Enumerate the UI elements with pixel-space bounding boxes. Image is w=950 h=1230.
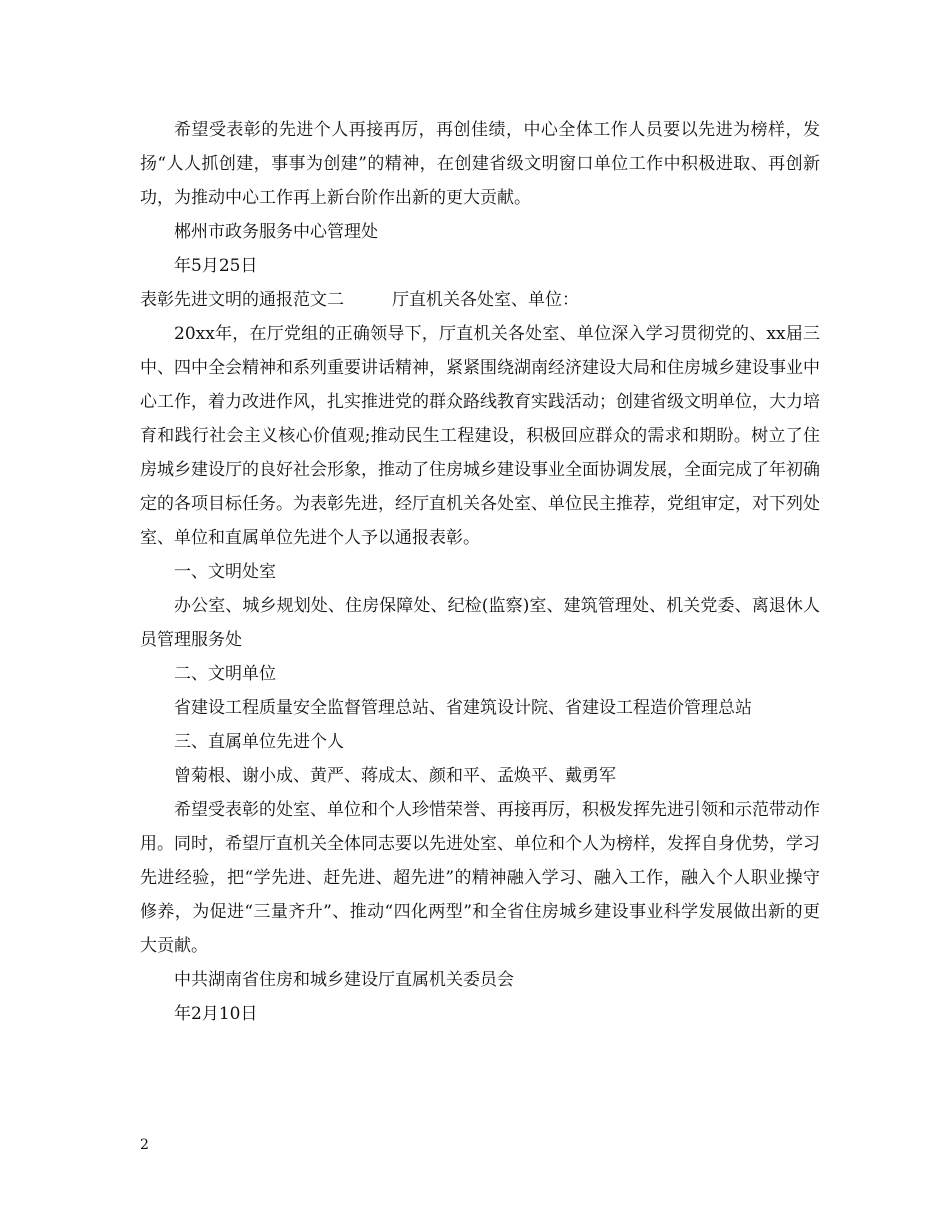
list-heading-units: 二、文明单位 bbox=[174, 664, 276, 684]
signature-date: 年5月25日 bbox=[174, 256, 258, 276]
list-units: 省建设工程质量安全监督管理总站、省建筑设计院、省建设工程造价管理总站 bbox=[174, 698, 752, 718]
signature-org-2: 中共湖南省住房和城乡建设厅直属机关委员会 bbox=[174, 970, 514, 990]
document-body bbox=[140, 113, 820, 1031]
list-heading-offices: 一、文明处室 bbox=[174, 562, 276, 582]
list-offices: 办公室、城乡规划处、住房保障处、纪检(监察)室、建筑管理处、机关党委、离退休人员管理服务处 bbox=[140, 596, 820, 650]
list-individuals: 曾菊根、谢小成、黄严、蒋成太、颜和平、孟焕平、戴勇军 bbox=[174, 766, 616, 786]
salutation: 厅直机关各处室、单位： bbox=[392, 290, 579, 310]
page-number: 2 bbox=[140, 1137, 149, 1153]
signature-date-2: 年2月10日 bbox=[174, 1004, 258, 1024]
list-heading-individuals: 三、直属单位先进个人 bbox=[174, 732, 344, 752]
signature-org: 郴州市政务服务中心管理处 bbox=[174, 222, 378, 242]
paragraph-closing-hope: 希望受表彰的先进个人再接再厉，再创佳绩，中心全体工作人员要以先进为榜样，发扬“人人抓创建，事事为创建”的精神，在创建省级文明窗口单位工作中积极进取、再创新功，为推动中心工作再上新台阶作出新的更大贡献。 bbox=[140, 120, 820, 208]
heading-line bbox=[140, 283, 820, 317]
paragraph-intro: 20xx年，在厅党组的正确领导下，厅直机关各处室、单位深入学习贯彻党的、xx届三中、四中全会精神和系列重要讲话精神，紧紧围绕湖南经济建设大局和住房城乡建设事业中心工作，着力改进作风，扎实推进党的群众路线教育实践活动；创建省级文明单位，大力培育和践行社会主义核心价值观;推动民生工程建设，积极回应群众的需求和期盼。树立了住房城乡建设厅的良好社会形象，推动了住房城乡建设事业全面协调发展，全面完成了年初确定的各项目标任务。为表彰先进，经厅直机关各处室、单位民主推荐，党组审定，对下列处室、单位和直属单位先进个人予以通报表彰。 bbox=[140, 324, 820, 548]
section-title: 表彰先进文明的通报范文二 bbox=[140, 290, 344, 310]
paragraph-closing-hope-2: 希望受表彰的处室、单位和个人珍惜荣誉、再接再厉，积极发挥先进引领和示范带动作用。同时，希望厅直机关全体同志要以先进处室、单位和个人为榜样，发挥自身优势，学习先进经验，把“学先进、赶先进、超先进”的精神融入学习、融入工作，融入个人职业操守修养，为促进“三量齐升”、推动“四化两型”和全省住房城乡建设事业科学发展做出新的更大贡献。 bbox=[140, 800, 820, 956]
